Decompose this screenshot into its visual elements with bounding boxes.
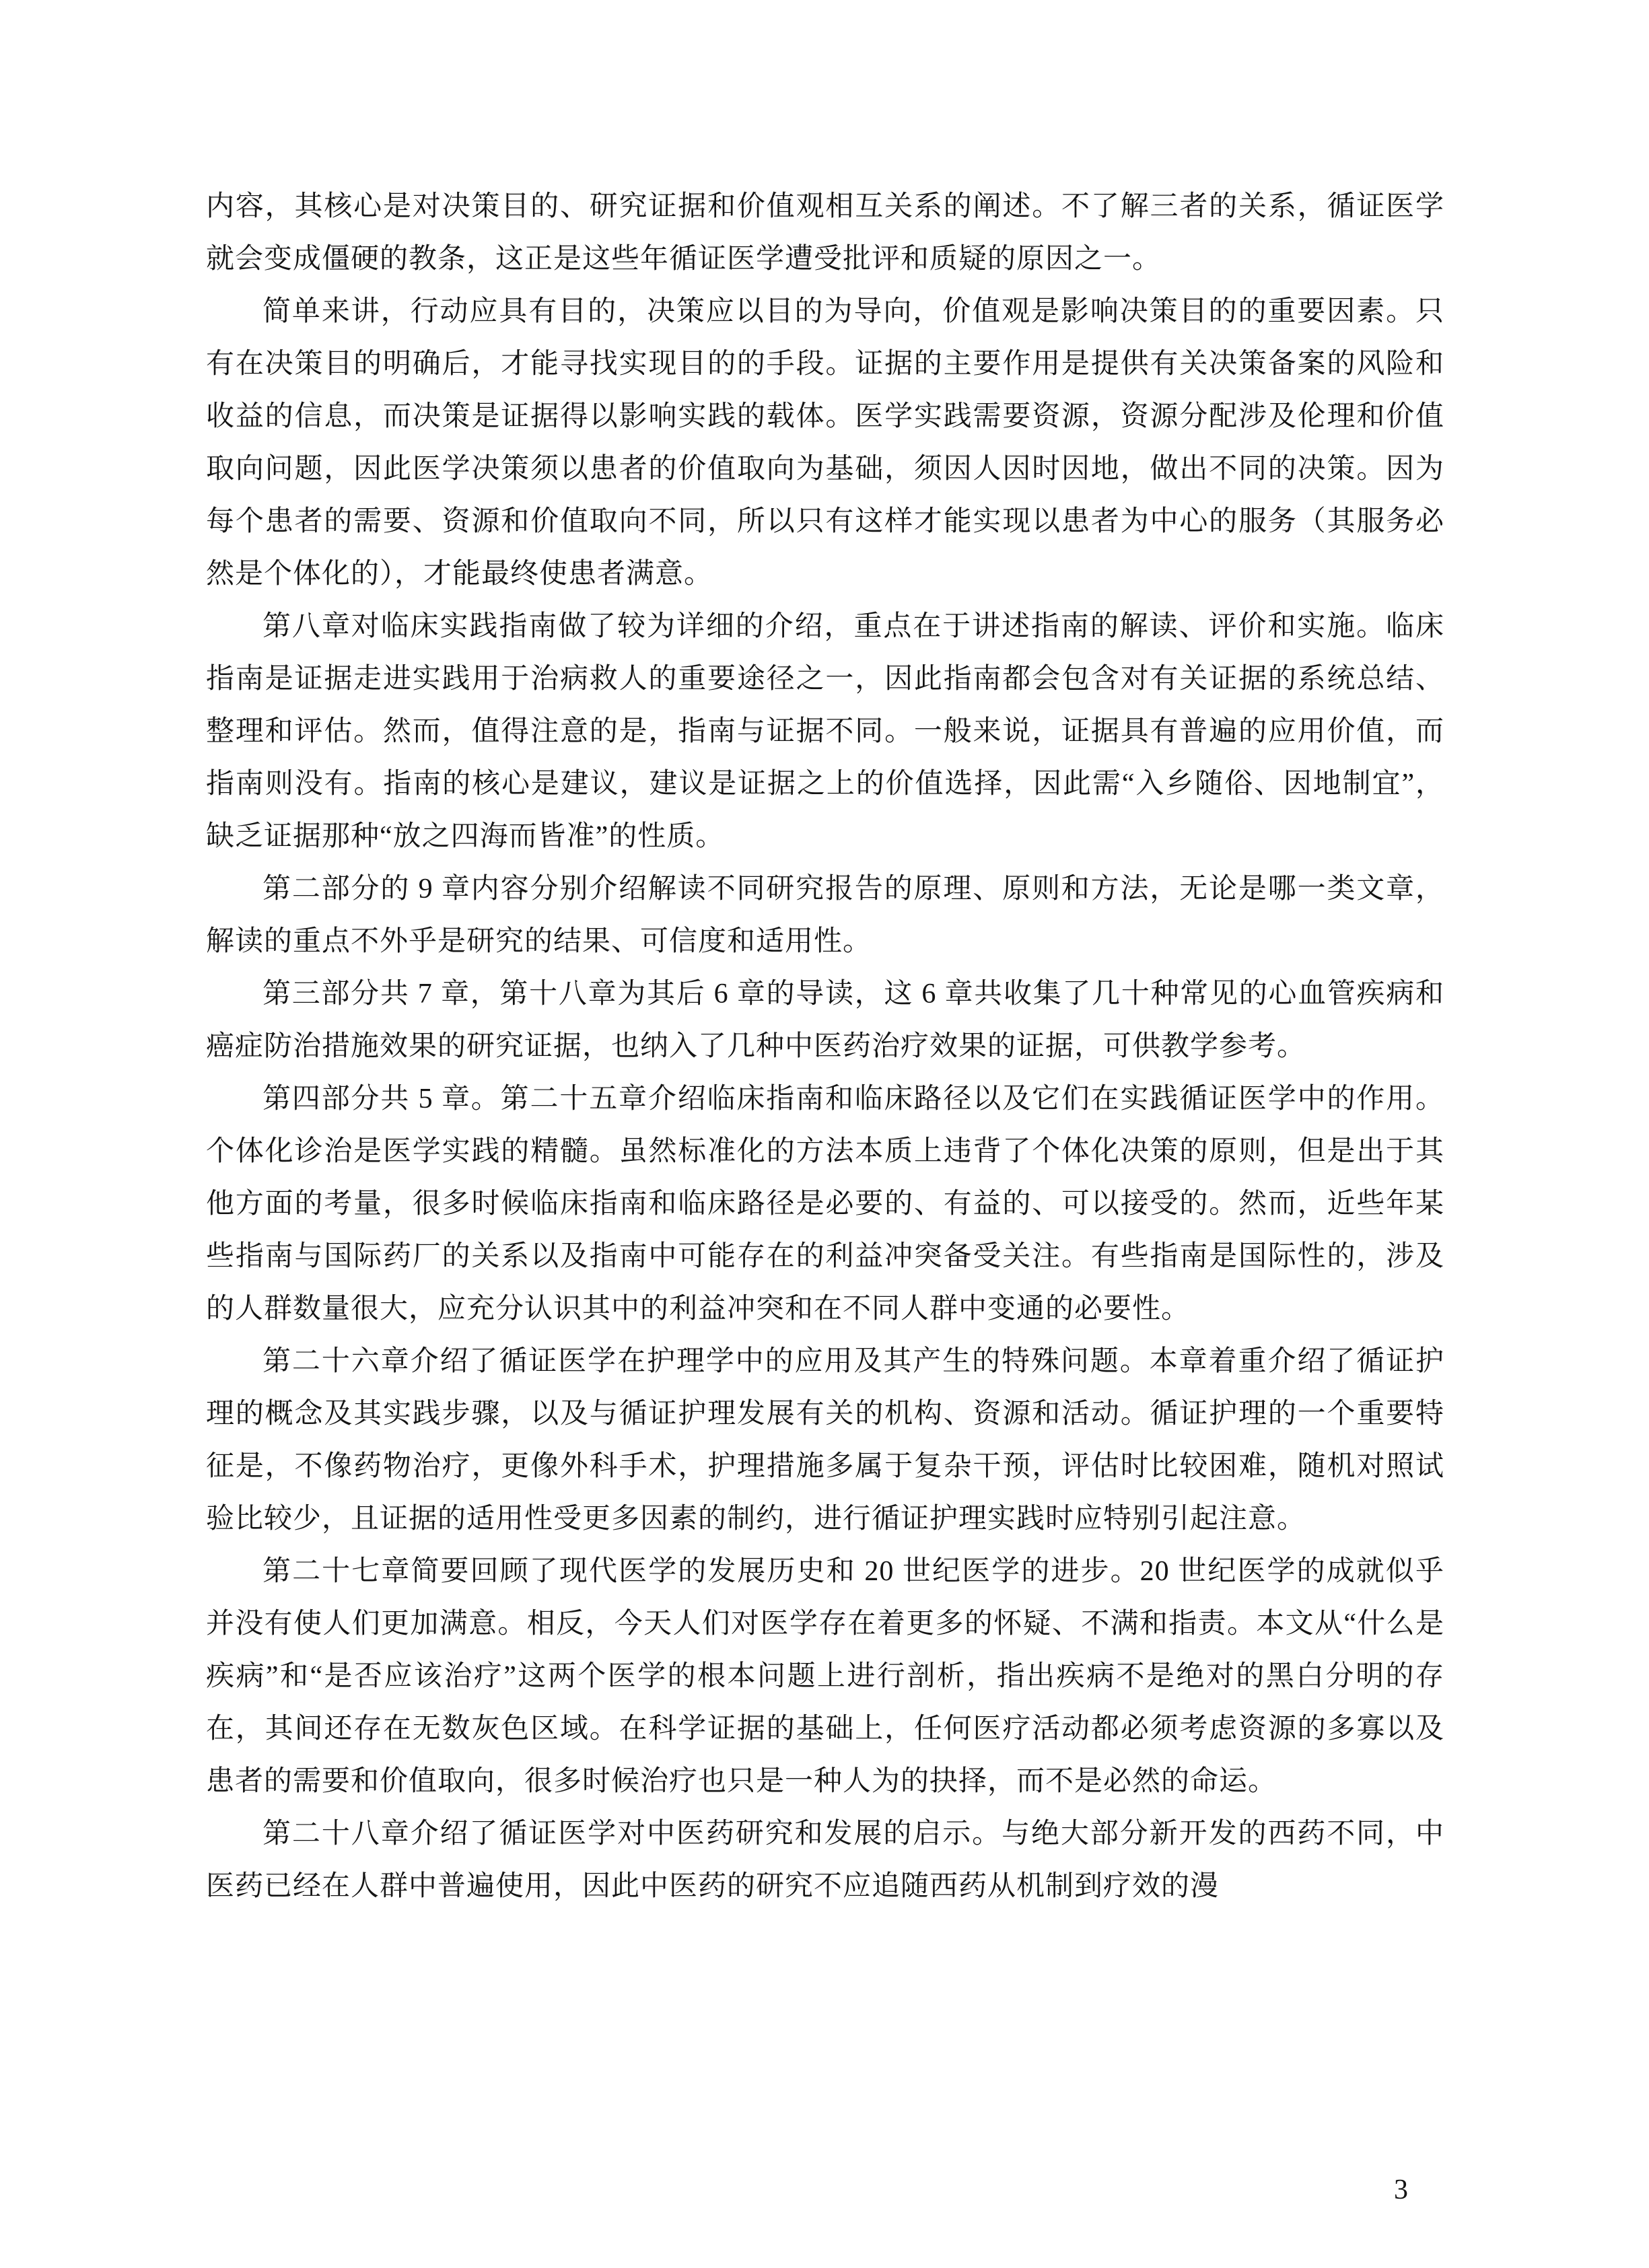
paragraph: 第二十七章简要回顾了现代医学的发展历史和 20 世纪医学的进步。20 世纪医学的成就似乎并没有使人们更加满意。相反，今天人们对医学存在着更多的怀疑、不满和指责。本文从“什么是疾病”和“是否应该治疗”这两个医学的根本问题上进行剖析，指出疾病不是绝对的黑白分明的存在，其间还存在无数灰色区域。在科学证据的基础上，任何医疗活动都必须考虑资源的多寡以及患者的需要和价值取向，很多时候治疗也只是一种人为的抉择，而不是必然的命运。 [206, 1556, 1444, 1797]
paragraph: 内容，其核心是对决策目的、研究证据和价值观相互关系的阐述。不了解三者的关系，循证医学就会变成僵硬的教条，这正是这些年循证医学遭受批评和质疑的原因之一。 [206, 191, 1444, 275]
paragraph: 简单来讲，行动应具有目的，决策应以目的为导向，价值观是影响决策目的的重要因素。只有在决策目的明确后，才能寻找实现目的的手段。证据的主要作用是提供有关决策备案的风险和收益的信息，而决策是证据得以影响实践的载体。医学实践需要资源，资源分配涉及伦理和价值取向问题，因此医学决策须以患者的价值取向为基础，须因人因时因地，做出不同的决策。因为每个患者的需要、资源和价值取向不同，所以只有这样才能实现以患者为中心的服务（其服务必然是个体化的），才能最终使患者满意。 [206, 296, 1444, 590]
paragraph: 第二十八章介绍了循证医学对中医药研究和发展的启示。与绝大部分新开发的西药不同，中医药已经在人群中普遍使用，因此中医药的研究不应追随西药从机制到疗效的漫 [206, 1818, 1444, 1902]
paragraph: 第三部分共 7 章，第十八章为其后 6 章的导读，这 6 章共收集了几十种常见的心血管疾病和癌症防治措施效果的研究证据，也纳入了几种中医药治疗效果的证据，可供教学参考。 [206, 979, 1444, 1062]
page-body-text [206, 180, 1444, 1913]
paragraph: 第二十六章介绍了循证医学在护理学中的应用及其产生的特殊问题。本章着重介绍了循证护理的概念及其实践步骤，以及与循证护理发展有关的机构、资源和活动。循证护理的一个重要特征是，不像药物治疗，更像外科手术，护理措施多属于复杂干预，评估时比较困难，随机对照试验比较少，且证据的适用性受更多因素的制约，进行循证护理实践时应特别引起注意。 [206, 1346, 1444, 1534]
paragraph: 第二部分的 9 章内容分别介绍解读不同研究报告的原理、原则和方法，无论是哪一类文章，解读的重点不外乎是研究的结果、可信度和适用性。 [206, 874, 1444, 957]
paragraph: 第八章对临床实践指南做了较为详细的介绍，重点在于讲述指南的解读、评价和实施。临床指南是证据走进实践用于治病救人的重要途径之一，因此指南都会包含对有关证据的系统总结、整理和评估。然而，值得注意的是，指南与证据不同。一般来说，证据具有普遍的应用价值，而指南则没有。指南的核心是建议，建议是证据之上的价值选择，因此需“入乡随俗、因地制宜”，缺乏证据那种“放之四海而皆准”的性质。 [206, 611, 1444, 852]
paragraph: 第四部分共 5 章。第二十五章介绍临床指南和临床路径以及它们在实践循证医学中的作用。个体化诊治是医学实践的精髓。虽然标准化的方法本质上违背了个体化决策的原则，但是出于其他方面的考量，很多时候临床指南和临床路径是必要的、有益的、可以接受的。然而，近些年某些指南与国际药厂的关系以及指南中可能存在的利益冲突备受关注。有些指南是国际性的，涉及的人群数量很大，应充分认识其中的利益冲突和在不同人群中变通的必要性。 [206, 1084, 1444, 1324]
page-number: 3 [1394, 2174, 1408, 2205]
